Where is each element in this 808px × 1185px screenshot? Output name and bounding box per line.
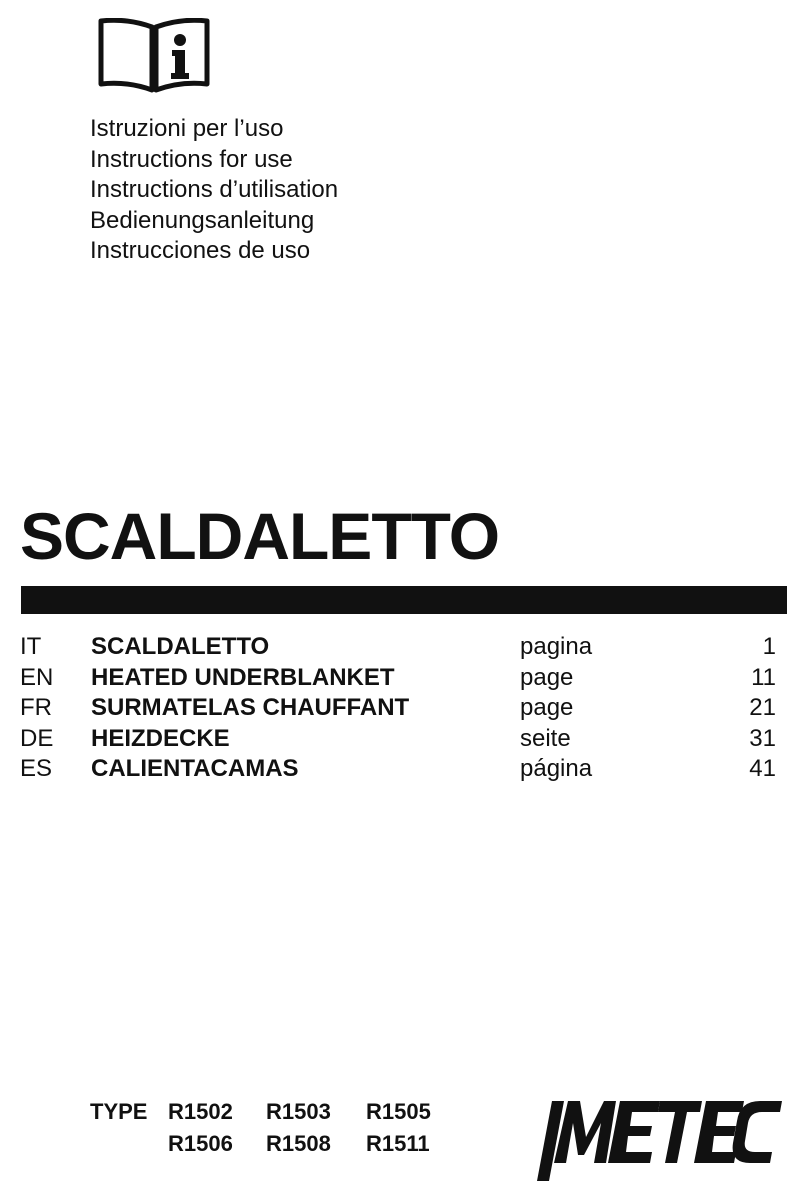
title-rule	[21, 586, 787, 614]
index-lang-code: DE	[20, 724, 54, 752]
index-title: SURMATELAS CHAUFFANT	[91, 694, 410, 721]
index-page-number: 21	[749, 694, 776, 721]
index-lang-code: ES	[20, 755, 53, 782]
index-page-word: page	[520, 694, 574, 721]
index-title: HEATED UNDERBLANKET	[91, 663, 395, 691]
index-row	[20, 693, 776, 724]
type-label: TYPE	[90, 1099, 148, 1124]
index-page-number: 31	[749, 724, 776, 752]
instruction-languages	[90, 114, 338, 267]
model-number: R1508	[266, 1131, 331, 1156]
index-page-number: 11	[751, 663, 776, 691]
index-page-word: seite	[520, 724, 571, 752]
index-page-word: página	[520, 755, 593, 782]
model-number: R1506	[168, 1131, 233, 1156]
index-page-word: pagina	[520, 633, 593, 660]
language-line-es: Instrucciones de uso	[90, 237, 311, 264]
book-info-icon	[96, 18, 212, 96]
index-row	[20, 663, 776, 694]
index-title: SCALDALETTO	[91, 633, 270, 660]
language-line-de: Bedienungsanleitung	[90, 206, 315, 234]
imetec-logo	[536, 1093, 782, 1185]
language-index	[20, 632, 776, 785]
index-page-number: 1	[762, 633, 776, 660]
index-row	[20, 754, 776, 785]
index-page-number: 41	[749, 755, 776, 782]
index-lang-code: IT	[20, 633, 42, 660]
model-number: R1511	[366, 1131, 430, 1156]
language-line-it: Istruzioni per l’uso	[90, 115, 284, 142]
product-title: SCALDALETTO	[20, 499, 500, 573]
index-lang-code: EN	[20, 663, 54, 691]
index-page-word: page	[520, 663, 574, 691]
language-line-en: Instructions for use	[90, 145, 293, 173]
model-number: R1505	[366, 1099, 431, 1124]
index-lang-code: FR	[20, 694, 52, 721]
language-line-fr: Instructions d’utilisation	[90, 176, 339, 203]
model-number: R1503	[266, 1099, 331, 1124]
index-row	[20, 632, 776, 663]
index-title: CALIENTACAMAS	[91, 755, 299, 782]
model-number: R1502	[168, 1099, 233, 1124]
index-row	[20, 724, 776, 755]
index-title: HEIZDECKE	[91, 724, 230, 752]
